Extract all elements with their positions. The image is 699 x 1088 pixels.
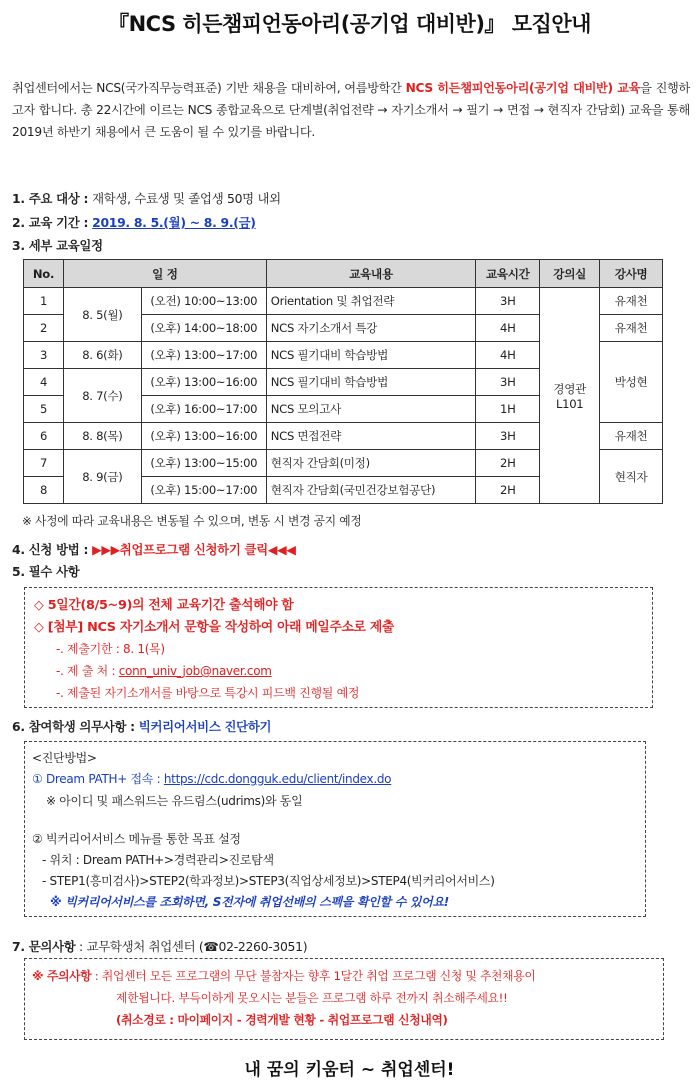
cell-date: 8. 9(금) — [63, 450, 141, 504]
schedule-note: ※ 사정에 따라 교육내용은 변동될 수 있으며, 변동 시 변경 공지 예정 — [22, 514, 362, 528]
section-period-label: 2. 교육 기간 — [12, 215, 80, 230]
diagnosis-heading: <진단방법> — [32, 751, 97, 765]
section-apply — [12, 540, 296, 558]
required-feedback: -. 제출된 자기소개서를 바탕으로 특강시 피드백 진행될 예정 — [56, 686, 360, 700]
cell-date: 8. 6(화) — [63, 342, 141, 369]
cell-time: (오후) 15:00~17:00 — [141, 477, 266, 504]
diagnosis-step-1 — [32, 770, 391, 787]
cell-no: 5 — [24, 396, 64, 423]
caution-line-3: (취소경로 : 마이페이지 - 경력개발 현황 - 취업프로그램 신청내역) — [116, 1013, 448, 1027]
section-duty — [12, 717, 271, 735]
diagnosis-box — [24, 741, 646, 917]
section-schedule-label: 3. 세부 교육일정 — [12, 238, 103, 253]
intro-text-after: 을 진행하고자 합니다. 총 22시간에 이르는 NCS 종합교육으로 단계별(취업전략 → 자기소개서 → 필기 → 면접 → 현직자 간담회) 교육을 통해 2019년 하반기 채용에서 큰 도움이 될 수 있기를 바랍니다. — [12, 81, 690, 139]
cell-time: (오후) 13:00~17:00 — [141, 342, 266, 369]
page-title: 『NCS 히든챔피언동아리(공기업 대비반)』 모집안내 — [108, 12, 591, 36]
cell-no: 1 — [24, 288, 64, 315]
cell-content: NCS 필기대비 학습방법 — [266, 369, 476, 396]
cell-content: NCS 필기대비 학습방법 — [266, 342, 476, 369]
section-required-label: 5. 필수 사항 — [12, 564, 80, 579]
cell-no: 4 — [24, 369, 64, 396]
intro-text-before: 취업센터에서는 NCS(국가직무능력표준) 기반 채용을 대비하여, 여름방학간 — [12, 81, 406, 95]
cell-no: 3 — [24, 342, 64, 369]
section-required — [12, 562, 79, 580]
cell-time: (오후) 14:00~18:00 — [141, 315, 266, 342]
cell-no: 7 — [24, 450, 64, 477]
cell-content: NCS 면접전략 — [266, 423, 476, 450]
header-content: 교육내용 — [266, 260, 476, 288]
cell-time: (오후) 16:00~17:00 — [141, 396, 266, 423]
caution-text-1: : 취업센터 모든 프로그램의 무단 불참자는 향후 1달간 취업 프로그램 신청 및 추천채용이 — [91, 969, 536, 983]
cell-instructor: 유재천 — [600, 315, 663, 342]
section-period — [12, 213, 256, 231]
cell-hours: 3H — [476, 288, 540, 315]
cell-date: 8. 7(수) — [63, 369, 141, 423]
diagnosis-steps: - STEP1(흥미검사)>STEP2(학과정보)>STEP3(직업상세정보)>STEP4(빅커리어서비스) — [42, 874, 495, 888]
schedule-table — [23, 259, 663, 504]
email-label: -. 제 출 처 : — [56, 664, 119, 678]
cell-instructor: 유재천 — [600, 288, 663, 315]
section-target-colon: : — [79, 191, 93, 206]
cell-content: NCS 자기소개서 특강 — [266, 315, 476, 342]
header-no: No. — [24, 260, 64, 288]
section-apply-label: 4. 신청 방법 : — [12, 542, 93, 557]
cell-content: Orientation 및 취업전략 — [266, 288, 476, 315]
intro-paragraph — [12, 77, 690, 143]
room-line-2: L101 — [555, 396, 584, 411]
section-schedule — [12, 236, 103, 254]
section-period-value: 2019. 8. 5.(월) ~ 8. 9.(금) — [92, 215, 256, 230]
cell-room — [540, 288, 600, 504]
cell-time: (오후) 13:00~16:00 — [141, 423, 266, 450]
cell-hours: 3H — [476, 369, 540, 396]
required-attendance: ◇ 5일간(8/5~9)의 전체 교육기간 출석해야 함 — [34, 598, 294, 613]
required-email-line — [56, 662, 272, 679]
diagnosis-step-2: ② 빅커리어서비스 메뉴를 통한 목표 설정 — [32, 832, 241, 846]
header-room: 강의실 — [540, 260, 600, 288]
section-period-colon: : — [79, 215, 93, 230]
section-target — [12, 189, 281, 207]
cell-time: (오후) 13:00~15:00 — [141, 450, 266, 477]
cell-time: (오후) 13:00~16:00 — [141, 369, 266, 396]
header-instructor: 강사명 — [600, 260, 663, 288]
cell-content: 현직자 간담회(미정) — [266, 450, 476, 477]
cell-date: 8. 5(월) — [63, 288, 141, 342]
cell-no: 6 — [24, 423, 64, 450]
caution-label: ※ 주의사항 — [32, 969, 92, 983]
cell-instructor: 박성현 — [600, 342, 663, 423]
header-hours: 교육시간 — [476, 260, 540, 288]
dream-path-link[interactable]: https://cdc.dongguk.edu/client/index.do — [163, 772, 392, 786]
required-essay: ◇ [첨부] NCS 자기소개서 문항을 작성하여 아래 메일주소로 제출 — [34, 620, 394, 635]
intro-highlight: NCS 히든챔피언동아리(공기업 대비반) 교육 — [405, 81, 641, 95]
section-inquiry — [12, 937, 307, 955]
cell-no: 8 — [24, 477, 64, 504]
footer-slogan: 내 꿈의 키움터 ~ 취업센터! — [244, 1060, 455, 1080]
cell-instructor: 유재천 — [600, 423, 663, 450]
cell-no: 2 — [24, 315, 64, 342]
section-inquiry-label: 7. 문의사항 — [12, 939, 76, 954]
cell-hours: 4H — [476, 315, 540, 342]
email-link[interactable]: conn_univ_job@naver.com — [118, 664, 272, 678]
table-header-row — [24, 260, 663, 288]
caution-line-2: 제한됩니다. 부득이하게 못오시는 분들은 프로그램 하루 전까지 취소해주세요!! — [116, 991, 508, 1005]
apply-link[interactable]: ▶▶▶취업프로그램 신청하기 클릭◀◀◀ — [92, 542, 296, 557]
cell-hours: 2H — [476, 477, 540, 504]
dream-path-label: ① Dream PATH+ 접속 : — [32, 772, 164, 786]
room-line-1: 경영관 — [553, 381, 586, 396]
cell-date: 8. 8(목) — [63, 423, 141, 450]
required-deadline: -. 제출기한 : 8. 1(목) — [56, 642, 165, 656]
section-target-value: 재학생, 수료생 및 졸업생 50명 내외 — [92, 191, 281, 206]
cell-content: 현직자 간담회(국민건강보험공단) — [266, 477, 476, 504]
diagnosis-tip: ※ 빅커리어서비스를 조회하면, S전자에 취업선배의 스펙을 확인할 수 있어요! — [50, 895, 449, 909]
section-target-label: 1. 주요 대상 — [12, 191, 80, 206]
cell-hours: 4H — [476, 342, 540, 369]
header-schedule: 일 정 — [63, 260, 266, 288]
cell-time: (오전) 10:00~13:00 — [141, 288, 266, 315]
cell-instructor: 현직자 — [600, 450, 663, 504]
section-inquiry-value: : 교무학생처 취업센터 (☎02-2260-3051) — [75, 939, 308, 954]
diagnosis-location: - 위치 : Dream PATH+>경력관리>진로탐색 — [42, 853, 274, 867]
caution-line-1 — [32, 967, 535, 984]
cell-hours: 2H — [476, 450, 540, 477]
section-duty-label: 6. 참여학생 의무사항 : — [12, 719, 139, 734]
cell-hours: 1H — [476, 396, 540, 423]
diagnosis-login-note: ※ 아이디 및 패스워드는 유드림스(udrims)와 동일 — [46, 794, 303, 808]
cell-content: NCS 모의고사 — [266, 396, 476, 423]
section-duty-value: 빅커리어서비스 진단하기 — [138, 719, 272, 734]
table-row — [24, 288, 663, 315]
cell-hours: 3H — [476, 423, 540, 450]
